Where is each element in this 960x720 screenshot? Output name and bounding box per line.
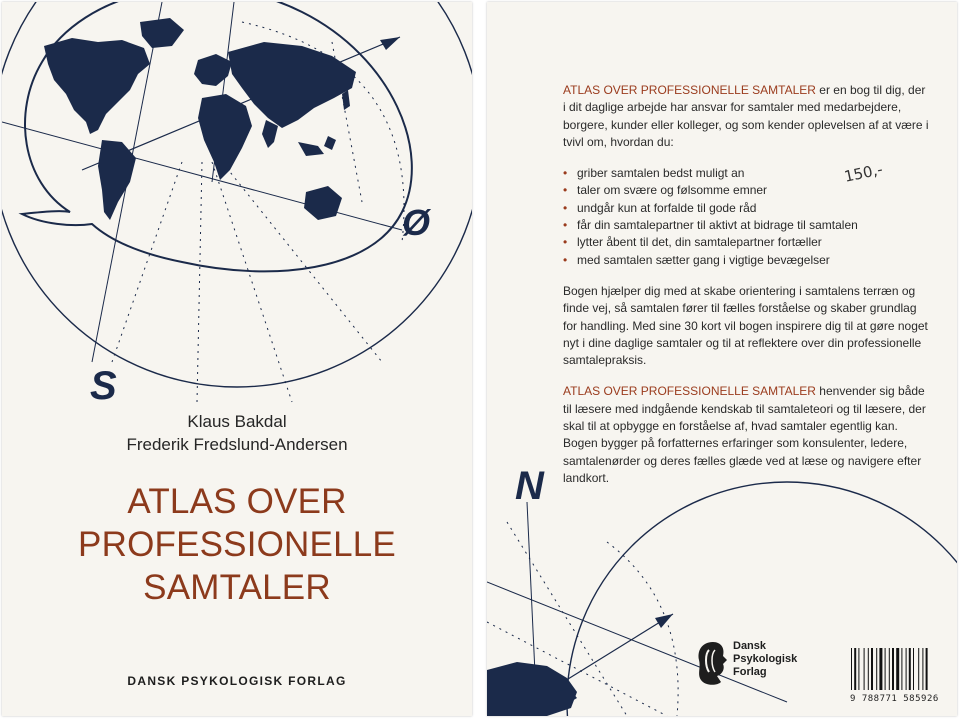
bullet-icon: • [563,235,568,250]
bullet-icon: • [563,200,568,215]
list-item: • taler om svære og følsomme emner [563,182,931,199]
publisher-name: DANSK PSYKOLOGISK FORLAG [127,674,347,688]
handwritten-price: 150,- [842,160,885,186]
barcode-bar [926,648,928,690]
barcode-bar [871,648,873,690]
intro-rest: er en bog til dig, der i dit daglige arbejde har ansvar for samtaler med medarbejdere, borgere, kunder eller kolleger, og som kender oplevelsen af at være i tvivl om, hvordan du: [563,83,929,149]
intro-title: ATLAS OVER PROFESSIONELLE SAMTALER [563,83,816,97]
barcode-icon [850,648,935,690]
barcode-bar [868,648,869,690]
bullet-icon: • [563,252,568,267]
author-name: Klaus Bakdal [187,412,287,431]
barcode-bar [906,648,907,690]
title-line: SAMTALER [143,568,331,607]
back-cover [487,2,957,716]
barcode-bar [922,648,923,690]
front-cover [2,2,472,716]
barcode-bar [885,648,886,690]
compass-letter-north: N [515,464,544,508]
barcode-bar [864,648,865,690]
description-paragraph: Bogen hjælper dig med at skabe orientering i samtalens terræn og finde vej, så samtalen fører til fælles forståelse og skaber grundlag for handling. Med sine 30 kort vil bogen inspirere dig til at gøre noget nyt i dine daglige samtaler og til at reflektere over din professionelle samtalepraksis. [563,283,928,368]
barcode-bar [879,648,882,690]
bullet-icon: • [563,166,568,181]
bullet-icon: • [563,183,568,198]
authors-block [2,410,472,456]
compass-letter-south: S [90,364,117,408]
faces-logo-icon [695,638,731,688]
barcode-bar [851,648,852,690]
list-item: • undgår kun at forfalde til gode råd [563,200,931,217]
title-line: ATLAS OVER [127,482,347,521]
compass-letter-east: Ø [402,202,431,243]
barcode-bar [909,648,911,690]
list-item: • lytter åbent til det, din samtalepartner fortæller [563,234,931,251]
intro-paragraph [563,82,931,151]
audience-title: ATLAS OVER PROFESSIONELLE SAMTALER [563,384,816,399]
bullet-icon: • [563,218,568,233]
barcode-bar [889,648,890,690]
author-name: Frederik Fredslund-Andersen [126,435,348,454]
audience-paragraph [563,383,931,487]
barcode-bar [913,648,914,690]
list-item: • griber samtalen bedst muligt an [563,165,931,182]
logo-text: Dansk Psykologisk Forlag [733,640,798,678]
isbn-number: 9 788771 585926 [850,694,939,704]
book-title [2,480,472,609]
barcode-bar [896,648,899,690]
barcode-bar [901,648,902,690]
list-item: • får din samtalepartner til aktivt at bidrage til samtalen [563,217,931,234]
barcode-bar [876,648,877,690]
barcode-bar [854,648,856,690]
barcode-bar [892,648,894,690]
publisher-logo [695,638,825,688]
barcode-bar [918,648,919,690]
barcode-bar [858,648,859,690]
bullet-list [563,165,931,269]
audience-rest: henvender sig både til læsere med indgående kendskab til samtaleteori og til læsere, der skal til at opbygge en forståelse af, hvad samtaler egentlig kan. Bogen bygger på forfatternes erfaringer som konsulenter, ledere, samtalenørder og deres fælles glæde ved at læse og navigere efter landkort. [563,384,926,485]
back-cover-text [563,82,931,501]
title-line: PROFESSIONELLE [78,525,396,564]
list-item: • med samtalen sætter gang i vigtige bevægelser [563,252,931,269]
